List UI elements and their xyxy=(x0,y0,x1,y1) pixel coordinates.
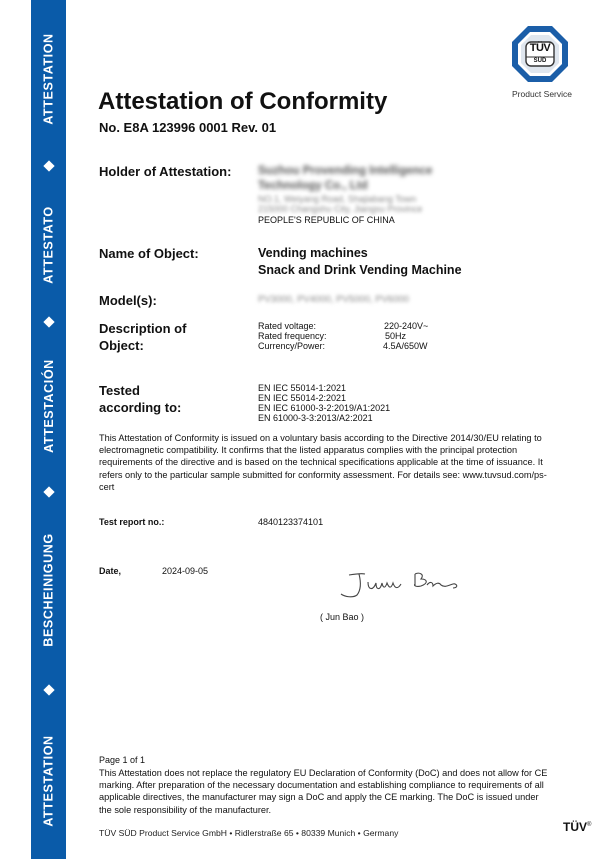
tested-label-line2: according to: xyxy=(99,400,182,415)
side-stripe xyxy=(31,0,66,859)
logo-mark-bottom: SÜD xyxy=(533,58,547,64)
stripe-word: BESCHEINIGUNG xyxy=(41,533,56,647)
description-table xyxy=(258,321,458,351)
holder-address-line1: NO.1, Weiyang Road, Shajiabang Town xyxy=(258,194,417,204)
diamond-icon xyxy=(31,486,66,498)
stripe-word: ATTESTACIÓN xyxy=(41,359,56,453)
standards-list xyxy=(258,383,390,423)
standard-item: EN IEC 55014-1:2021 xyxy=(258,383,347,393)
stripe-word: ATTESTATO xyxy=(41,206,56,284)
description-label-line2: Object: xyxy=(99,338,144,353)
description-value: 220-240V~ xyxy=(384,321,429,331)
diamond-icon xyxy=(31,684,66,696)
diamond-icon xyxy=(31,316,66,328)
models-value: PV3000, PV4000, PV5000, PV6000 xyxy=(258,294,410,305)
standard-item: EN IEC 61000-3-2:2019/A1:2021 xyxy=(258,403,391,413)
signature xyxy=(335,568,475,602)
tested-label-line1: Tested xyxy=(99,383,140,398)
object-line1: Vending machines xyxy=(258,246,368,260)
description-row xyxy=(258,341,458,351)
standard-item: EN 61000-3-3:2013/A2:2021 xyxy=(258,413,373,423)
description-label xyxy=(99,320,186,354)
footer-brand xyxy=(563,820,591,834)
logo-caption: Product Service xyxy=(512,89,572,99)
document-title: Attestation of Conformity xyxy=(98,88,388,115)
description-row xyxy=(258,331,458,341)
object-line2: Snack and Drink Vending Machine xyxy=(258,263,462,277)
footer-brand-text: TÜV xyxy=(563,820,587,834)
holder-address-line2: 215000 Changshu City, Jiangsu Province xyxy=(258,204,423,214)
report-value: 4840123374101 xyxy=(258,517,324,527)
report-label: Test report no.: xyxy=(99,517,165,527)
holder-block xyxy=(258,164,432,225)
description-row xyxy=(258,321,458,331)
logo-mark-top: TÜV xyxy=(529,42,551,54)
description-key: Rated frequency: xyxy=(258,331,327,341)
signature-icon xyxy=(335,568,475,602)
holder-name-line2: Technology Co., Ltd xyxy=(258,180,368,192)
page-number: Page 1 of 1 xyxy=(99,755,146,765)
date-value: 2024-09-05 xyxy=(162,566,209,576)
description-label-line1: Description of xyxy=(99,321,187,336)
stripe-word: ATTESTATION xyxy=(41,735,56,827)
certificate-number: No. E8A 123996 0001 Rev. 01 xyxy=(99,120,277,135)
stripe-word: ATTESTATION xyxy=(41,33,56,125)
object-value xyxy=(258,245,462,279)
tuv-sud-logo xyxy=(511,25,569,83)
description-key: Currency/Power: xyxy=(258,341,326,351)
holder-label: Holder of Attestation: xyxy=(99,164,232,179)
tuv-octagon-icon xyxy=(511,25,569,83)
tested-label xyxy=(99,382,181,416)
standard-item: EN IEC 55014-2:2021 xyxy=(258,393,347,403)
registered-mark: ® xyxy=(587,822,592,828)
holder-name-line1: Suzhou Provending Intelligence xyxy=(258,165,433,177)
conformity-statement: This Attestation of Conformity is issued on a voluntary basis according to the Directive 2014/30/EU relating to electromagnetic compatibility. It confirms that the listed apparatus complies with the principal protection requirements of the directive and is based on the technical specifications applicable at the time of issuance. It refers only to the particular sample submitted for conformity assessment. For details see: www.tuvsud.com/ps-cert xyxy=(99,433,547,492)
company-address: TÜV SÜD Product Service GmbH • Ridlerstraße 65 • 80339 Munich • Germany xyxy=(99,828,399,838)
description-key: Rated voltage: xyxy=(258,321,317,331)
holder-country: PEOPLE'S REPUBLIC OF CHINA xyxy=(258,215,395,225)
models-label: Model(s): xyxy=(99,293,157,308)
disclaimer: This Attestation does not replace the regulatory EU Declaration of Conformity (DoC) and does not allow for CE marking. After preparation of the necessary documentation and establishing compliance to requirements of all applicable directives, the manufacturer may sign a DoC and apply the CE marking. The DoC is issued under the sole responsibility of the manufacturer. xyxy=(99,768,548,815)
signatory-name: ( Jun Bao ) xyxy=(320,612,365,622)
diamond-icon xyxy=(31,160,66,172)
object-label: Name of Object: xyxy=(99,246,199,261)
description-value: 4.5A/650W xyxy=(383,341,428,351)
description-value: 50Hz xyxy=(385,331,407,341)
date-label: Date, xyxy=(99,566,122,576)
